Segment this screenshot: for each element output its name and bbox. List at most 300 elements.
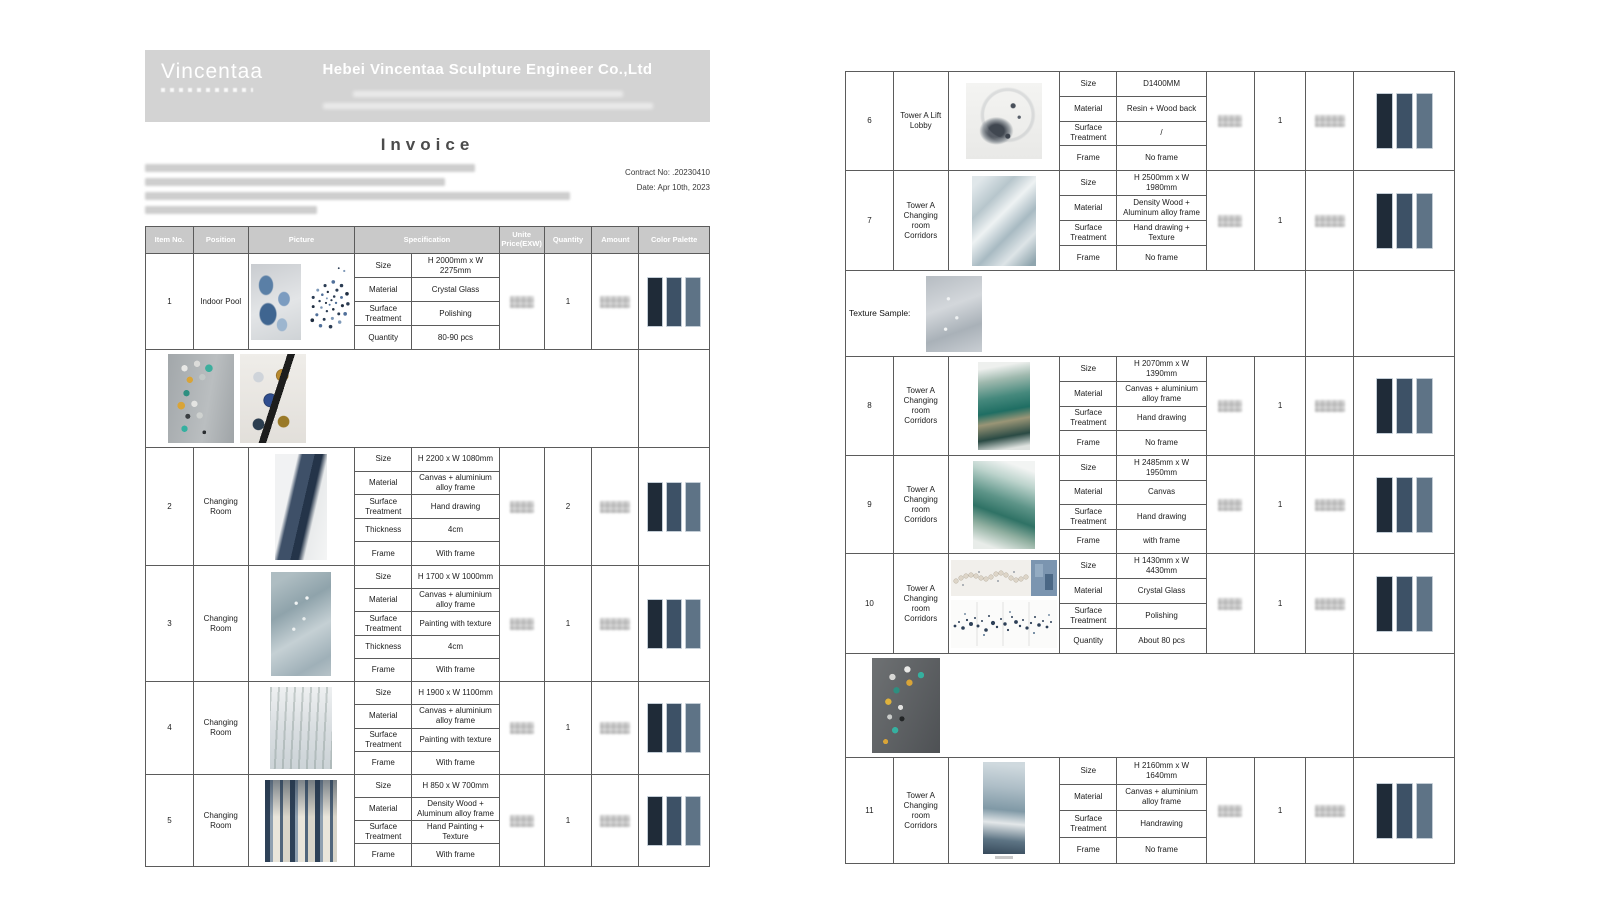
palette-swatch xyxy=(1396,193,1413,249)
item-position: Changing Room xyxy=(194,775,249,866)
palette-swatch xyxy=(1416,477,1433,533)
item-quantity: 1 xyxy=(1255,456,1307,553)
item-unit-price-redacted xyxy=(500,682,545,774)
spec-key: Size xyxy=(1060,357,1117,381)
invoice-date: Date: Apr 10th, 2023 xyxy=(636,183,710,193)
spec-key: Surface Treatment xyxy=(355,302,412,325)
spec-key: Surface Treatment xyxy=(355,729,412,751)
spec-key: Material xyxy=(1060,785,1117,811)
reference-photo-glass-discs-wall xyxy=(168,354,234,443)
header-color-palette: Color Palette xyxy=(651,234,698,244)
header-unit-price: Unite Price(EXW) xyxy=(500,227,545,253)
item-no: 4 xyxy=(146,682,194,774)
spec-value: With frame xyxy=(436,757,475,767)
palette-swatch xyxy=(685,599,701,649)
spec-value: Canvas xyxy=(1147,487,1176,497)
item-color-palette xyxy=(1354,72,1454,170)
spec-key: Frame xyxy=(1060,838,1117,864)
spec-value: Hand Painting + Texture xyxy=(426,822,485,841)
table-row-item-4 xyxy=(146,681,709,774)
spec-value: 4cm xyxy=(447,641,464,651)
item-picture xyxy=(949,456,1061,553)
item-color-palette xyxy=(639,682,709,774)
spec-value: H 1430mm x W 4430mm xyxy=(1133,556,1190,575)
spec-value: With frame xyxy=(436,548,475,558)
spec-value: H 1900 x W 1100mm xyxy=(418,688,493,698)
item-specification xyxy=(1060,758,1206,863)
spec-key: Material xyxy=(355,705,412,727)
invoice-page-2 xyxy=(845,65,1455,864)
artwork-seascape-painting xyxy=(983,762,1025,859)
redacted-value xyxy=(1218,805,1242,817)
empty-palette-cell xyxy=(1354,271,1454,356)
spec-value: H 2485mm x W 1950mm xyxy=(1133,457,1190,477)
palette-swatch xyxy=(1396,576,1413,632)
redacted-value xyxy=(1315,400,1345,412)
item-specification xyxy=(355,254,499,349)
item-no: 8 xyxy=(846,357,894,455)
spec-value: Canvas + aluminium alloy frame xyxy=(1125,383,1198,403)
redacted-value xyxy=(510,618,534,630)
spec-key: Size xyxy=(355,775,412,797)
spec-key: Surface Treatment xyxy=(1060,221,1117,245)
item-unit-price-redacted xyxy=(500,448,545,565)
spec-value: Canvas + aluminium alloy frame xyxy=(419,590,492,610)
spec-key: Material xyxy=(1060,97,1117,121)
palette-swatch xyxy=(685,796,701,846)
spec-key: Surface Treatment xyxy=(355,495,412,518)
spec-value: Density Wood + Aluminum alloy frame xyxy=(1123,198,1200,217)
spec-key: Surface Treatment xyxy=(1060,811,1117,837)
table-row-item-5 xyxy=(146,774,709,866)
spec-key: Material xyxy=(1060,481,1117,505)
redacted-line xyxy=(145,192,570,200)
palette-swatch xyxy=(666,277,682,327)
spec-value: H 2000mm x W 2275mm xyxy=(427,255,484,275)
spec-key: Size xyxy=(1060,554,1117,578)
item-quantity: 1 xyxy=(1255,758,1307,863)
item-color-palette xyxy=(1354,357,1454,455)
item-quantity: 1 xyxy=(1255,72,1307,170)
item-picture xyxy=(949,758,1061,863)
spec-value: With frame xyxy=(436,850,475,859)
redacted-value xyxy=(1218,499,1242,511)
item-color-palette xyxy=(639,254,709,349)
spec-key: Thickness xyxy=(355,636,412,658)
redacted-value xyxy=(510,296,534,308)
redacted-value xyxy=(600,296,630,308)
item-picture xyxy=(249,566,356,681)
artwork-teal-wave-painting xyxy=(973,461,1035,549)
spec-value: Hand drawing xyxy=(1136,511,1187,521)
item-amount-redacted xyxy=(592,682,639,774)
buyer-info-redacted xyxy=(145,164,570,220)
palette-swatch xyxy=(647,703,663,753)
empty-palette-cell xyxy=(1354,654,1454,757)
brand-logo xyxy=(161,60,279,114)
texture-sample-label: Texture Sample: xyxy=(849,308,911,319)
item-amount-redacted xyxy=(1306,171,1354,270)
spec-key: Size xyxy=(1060,758,1117,784)
artwork-pearl-crystal-diagram xyxy=(951,560,1057,648)
contact-line-redacted xyxy=(323,103,653,109)
item-position: Tower A Changing room Corridors xyxy=(894,357,949,455)
spec-key: Size xyxy=(1060,72,1117,96)
spec-key: Quantity xyxy=(1060,629,1117,653)
table-row-item-1 xyxy=(146,253,709,349)
item-picture xyxy=(949,357,1061,455)
invoice-table-page2 xyxy=(845,71,1455,864)
item-amount-redacted xyxy=(592,448,639,565)
spec-value: Canvas + aluminium alloy frame xyxy=(419,706,492,726)
spec-value: Polishing xyxy=(439,308,472,318)
redacted-value xyxy=(1218,598,1242,610)
palette-swatch xyxy=(1376,576,1393,632)
header-quantity: Quantity xyxy=(545,227,593,253)
palette-swatch xyxy=(1416,193,1433,249)
palette-swatch xyxy=(685,277,701,327)
spec-key: Size xyxy=(355,566,412,588)
redacted-value xyxy=(1315,499,1345,511)
table-header-row xyxy=(146,227,709,253)
spec-value: Crystal Glass xyxy=(431,284,480,294)
spec-value: Resin + Wood back xyxy=(1126,103,1197,113)
redacted-value xyxy=(600,501,630,513)
palette-swatch xyxy=(666,796,682,846)
table-row-item-10 xyxy=(846,553,1454,653)
spec-key: Surface Treatment xyxy=(355,821,412,843)
spec-key: Surface Treatment xyxy=(1060,505,1117,529)
redacted-value xyxy=(1315,805,1345,817)
spec-value: Polishing xyxy=(1145,611,1178,620)
reference-photo-row xyxy=(846,653,1454,757)
palette-swatch xyxy=(647,599,663,649)
spec-key: Surface Treatment xyxy=(1060,604,1117,628)
spec-key: Thickness xyxy=(355,519,412,542)
palette-swatch xyxy=(666,599,682,649)
spec-value: H 850 x W 700mm xyxy=(422,781,489,790)
artwork-mountain-painting xyxy=(275,454,327,560)
redacted-value xyxy=(1315,598,1345,610)
spec-value: Density Wood + Aluminum alloy frame xyxy=(417,799,494,818)
item-unit-price-redacted xyxy=(1207,72,1255,170)
item-unit-price-redacted xyxy=(500,254,545,349)
spec-key: Material xyxy=(355,589,412,611)
redacted-value xyxy=(510,815,534,827)
redacted-value xyxy=(1315,215,1345,227)
item-position: Tower A Changing room Corridors xyxy=(894,171,949,270)
spec-value: with frame xyxy=(1143,536,1180,546)
item-quantity: 1 xyxy=(1255,554,1307,653)
spec-value: No frame xyxy=(1145,438,1178,448)
reference-photos-cell xyxy=(846,654,1354,757)
reference-photo-glass-discs-closeup xyxy=(240,354,306,443)
item-amount-redacted xyxy=(592,775,639,866)
company-name: Hebei Vincentaa Sculpture Engineer Co.,Ltd xyxy=(322,61,653,78)
item-quantity: 1 xyxy=(545,254,593,349)
spec-value: Painting with texture xyxy=(419,618,492,628)
invoice-page-1 xyxy=(145,50,710,867)
table-row-item-11 xyxy=(846,757,1454,863)
spec-key: Size xyxy=(355,448,412,471)
redacted-value xyxy=(1218,215,1242,227)
item-specification xyxy=(1060,357,1206,455)
item-amount-redacted xyxy=(1306,72,1354,170)
item-specification xyxy=(1060,554,1206,653)
header-item-no: Item No. xyxy=(146,227,194,253)
spec-value: No frame xyxy=(1145,153,1178,163)
empty-amount-cell xyxy=(1306,271,1354,356)
spec-key: Size xyxy=(355,682,412,704)
item-no: 5 xyxy=(146,775,194,866)
item-color-palette xyxy=(1354,171,1454,270)
texture-sample-row xyxy=(846,270,1454,356)
item-picture xyxy=(249,775,356,866)
item-no: 1 xyxy=(146,254,194,349)
item-picture xyxy=(249,254,356,349)
spec-key: Frame xyxy=(355,542,412,565)
redacted-line xyxy=(145,164,475,172)
item-quantity: 1 xyxy=(545,566,593,681)
item-color-palette xyxy=(1354,554,1454,653)
item-quantity: 1 xyxy=(1255,357,1307,455)
redacted-value xyxy=(1218,115,1242,127)
item-no: 9 xyxy=(846,456,894,553)
palette-swatch xyxy=(647,796,663,846)
item-no: 7 xyxy=(846,171,894,270)
spec-value: H 2160mm x W 1640mm xyxy=(1133,760,1190,780)
table-row-item-6 xyxy=(846,72,1454,170)
item-position: Changing Room xyxy=(194,682,249,774)
item-color-palette xyxy=(1354,456,1454,553)
item-quantity: 1 xyxy=(545,682,593,774)
item-position: Changing Room xyxy=(194,448,249,565)
item-specification xyxy=(355,682,499,774)
item-amount-redacted xyxy=(1306,357,1354,455)
contact-line-redacted xyxy=(353,91,623,97)
palette-swatch xyxy=(1376,193,1393,249)
palette-swatch xyxy=(647,482,663,532)
spec-value: Canvas + aluminium alloy frame xyxy=(1125,787,1198,807)
item-unit-price-redacted xyxy=(1207,456,1255,553)
spec-value: H 2070mm x W 1390mm xyxy=(1133,358,1190,378)
redacted-value xyxy=(600,815,630,827)
palette-swatch xyxy=(1376,783,1393,839)
item-picture xyxy=(249,448,356,565)
item-amount-redacted xyxy=(592,566,639,681)
item-amount-redacted xyxy=(592,254,639,349)
spec-value: About 80 pcs xyxy=(1138,636,1185,645)
spec-key: Surface Treatment xyxy=(355,612,412,634)
spec-key: Quantity xyxy=(355,326,412,349)
spec-key: Frame xyxy=(1060,246,1117,270)
palette-swatch xyxy=(1396,378,1413,434)
item-amount-redacted xyxy=(1306,456,1354,553)
palette-swatch xyxy=(685,703,701,753)
spec-value: Hand drawing xyxy=(1136,413,1187,423)
item-picture xyxy=(949,554,1061,653)
spec-key: Frame xyxy=(355,844,412,866)
item-specification xyxy=(1060,171,1206,270)
item-specification xyxy=(355,775,499,866)
item-picture xyxy=(949,171,1061,270)
item-no: 10 xyxy=(846,554,894,653)
spec-value: / xyxy=(1160,128,1163,138)
table-row-item-7 xyxy=(846,170,1454,270)
item-color-palette xyxy=(639,448,709,565)
artwork-teal-abstract-painting xyxy=(978,362,1030,450)
palette-swatch xyxy=(1376,93,1393,149)
artwork-swirl-relief xyxy=(972,176,1036,266)
palette-swatch xyxy=(1376,378,1393,434)
item-color-palette xyxy=(639,566,709,681)
item-no: 2 xyxy=(146,448,194,565)
letterhead-center xyxy=(279,60,696,114)
spec-key: Frame xyxy=(1060,530,1117,554)
spec-key: Material xyxy=(1060,579,1117,603)
palette-swatch xyxy=(666,703,682,753)
empty-palette-cell xyxy=(639,350,709,447)
redacted-value xyxy=(510,722,534,734)
invoice-table-page1 xyxy=(145,226,710,867)
item-quantity: 1 xyxy=(545,775,593,866)
spec-key: Size xyxy=(1060,171,1117,195)
table-row-item-3 xyxy=(146,565,709,681)
header-picture: Picture xyxy=(249,227,356,253)
artwork-crystal-glass-photo xyxy=(251,264,301,340)
item-no: 11 xyxy=(846,758,894,863)
invoice-meta xyxy=(625,164,710,220)
brand-logo-text: Vincentaa xyxy=(161,60,264,83)
brand-logo-subtext-redacted xyxy=(161,88,253,92)
contract-no: Contract No: .20230410 xyxy=(625,168,710,177)
palette-swatch xyxy=(685,482,701,532)
item-unit-price-redacted xyxy=(1207,554,1255,653)
spec-key: Material xyxy=(355,278,412,301)
item-specification xyxy=(1060,456,1206,553)
artwork-streaks-painting xyxy=(265,780,337,862)
spec-key: Frame xyxy=(355,659,412,681)
item-no: 6 xyxy=(846,72,894,170)
header-amount: Amount xyxy=(592,227,639,253)
palette-swatch xyxy=(1396,477,1413,533)
palette-swatch xyxy=(647,277,663,327)
spec-value: With frame xyxy=(436,664,475,674)
item-unit-price-redacted xyxy=(1207,171,1255,270)
redacted-value xyxy=(600,618,630,630)
picture-caption-redacted xyxy=(995,856,1013,859)
texture-sample-photo xyxy=(926,276,982,352)
item-specification xyxy=(355,566,499,681)
table-row-item-2 xyxy=(146,447,709,565)
palette-swatch xyxy=(1376,477,1393,533)
item-specification xyxy=(1060,72,1206,170)
item-color-palette xyxy=(1354,758,1454,863)
item-unit-price-redacted xyxy=(1207,357,1255,455)
spec-value: D1400MM xyxy=(1143,78,1180,88)
spec-key: Surface Treatment xyxy=(1060,122,1117,146)
spec-key: Frame xyxy=(1060,146,1117,170)
redacted-value xyxy=(1315,115,1345,127)
spec-value: Canvas + aluminium alloy frame xyxy=(419,472,492,492)
reference-photo-glass-discs-dark-wall xyxy=(872,658,940,753)
palette-swatch xyxy=(1396,783,1413,839)
spec-key: Size xyxy=(355,254,412,277)
item-no: 3 xyxy=(146,566,194,681)
redacted-value xyxy=(600,722,630,734)
table-row-item-8 xyxy=(846,356,1454,455)
item-position: Tower A Changing room Corridors xyxy=(894,554,949,653)
palette-swatch xyxy=(1396,93,1413,149)
item-position: Tower A Lift Lobby xyxy=(894,72,949,170)
spec-key: Material xyxy=(355,472,412,495)
spec-key: Frame xyxy=(355,752,412,774)
palette-swatch xyxy=(1416,783,1433,839)
redacted-line xyxy=(145,206,317,214)
item-picture xyxy=(949,72,1061,170)
palette-swatch xyxy=(1416,93,1433,149)
item-color-palette xyxy=(639,775,709,866)
texture-sample-cell xyxy=(846,271,1306,356)
item-unit-price-redacted xyxy=(500,566,545,681)
redacted-value xyxy=(1218,400,1242,412)
reference-photos-cell xyxy=(146,350,639,447)
item-quantity: 1 xyxy=(1255,171,1307,270)
spec-value: H 2200 x W 1080mm xyxy=(417,454,494,464)
spec-key: Frame xyxy=(1060,431,1117,455)
artwork-butterfly-circle xyxy=(966,83,1042,159)
spec-value: H 2500mm x W 1980mm xyxy=(1133,173,1190,192)
redacted-value xyxy=(510,501,534,513)
item-position: Tower A Changing room Corridors xyxy=(894,758,949,863)
item-amount-redacted xyxy=(1306,554,1354,653)
spec-key: Material xyxy=(1060,196,1117,220)
spec-value: No frame xyxy=(1145,845,1178,855)
letterhead-band xyxy=(145,50,710,122)
spec-value: Handrawing xyxy=(1140,818,1183,828)
spec-key: Surface Treatment xyxy=(1060,407,1117,431)
spec-value: Hand drawing + Texture xyxy=(1133,223,1190,242)
item-position: Tower A Changing room Corridors xyxy=(894,456,949,553)
item-amount-redacted xyxy=(1306,758,1354,863)
spec-value: 80-90 pcs xyxy=(437,332,474,342)
item-quantity: 2 xyxy=(545,448,593,565)
table-row-item-9 xyxy=(846,455,1454,553)
item-specification xyxy=(355,448,499,565)
item-unit-price-redacted xyxy=(1207,758,1255,863)
spec-value: 4cm xyxy=(447,525,464,535)
spec-key: Size xyxy=(1060,456,1117,480)
invoice-info-row xyxy=(145,164,710,220)
spec-value: No frame xyxy=(1145,253,1178,262)
item-unit-price-redacted xyxy=(500,775,545,866)
artwork-snow-forest-painting xyxy=(270,687,332,769)
artwork-branches-painting xyxy=(271,572,331,676)
item-position: Indoor Pool xyxy=(194,254,249,349)
invoice-title: Invoice xyxy=(380,135,475,154)
spec-key: Material xyxy=(355,798,412,820)
spec-value: H 1700 x W 1000mm xyxy=(417,572,494,582)
item-picture xyxy=(249,682,356,774)
header-position: Position xyxy=(194,227,249,253)
redacted-line xyxy=(145,178,445,186)
palette-swatch xyxy=(1416,378,1433,434)
item-position: Changing Room xyxy=(194,566,249,681)
spec-value: Hand drawing xyxy=(430,501,481,511)
spec-key: Material xyxy=(1060,382,1117,406)
reference-photo-row xyxy=(146,349,709,447)
spec-value: Crystal Glass xyxy=(1137,586,1186,595)
